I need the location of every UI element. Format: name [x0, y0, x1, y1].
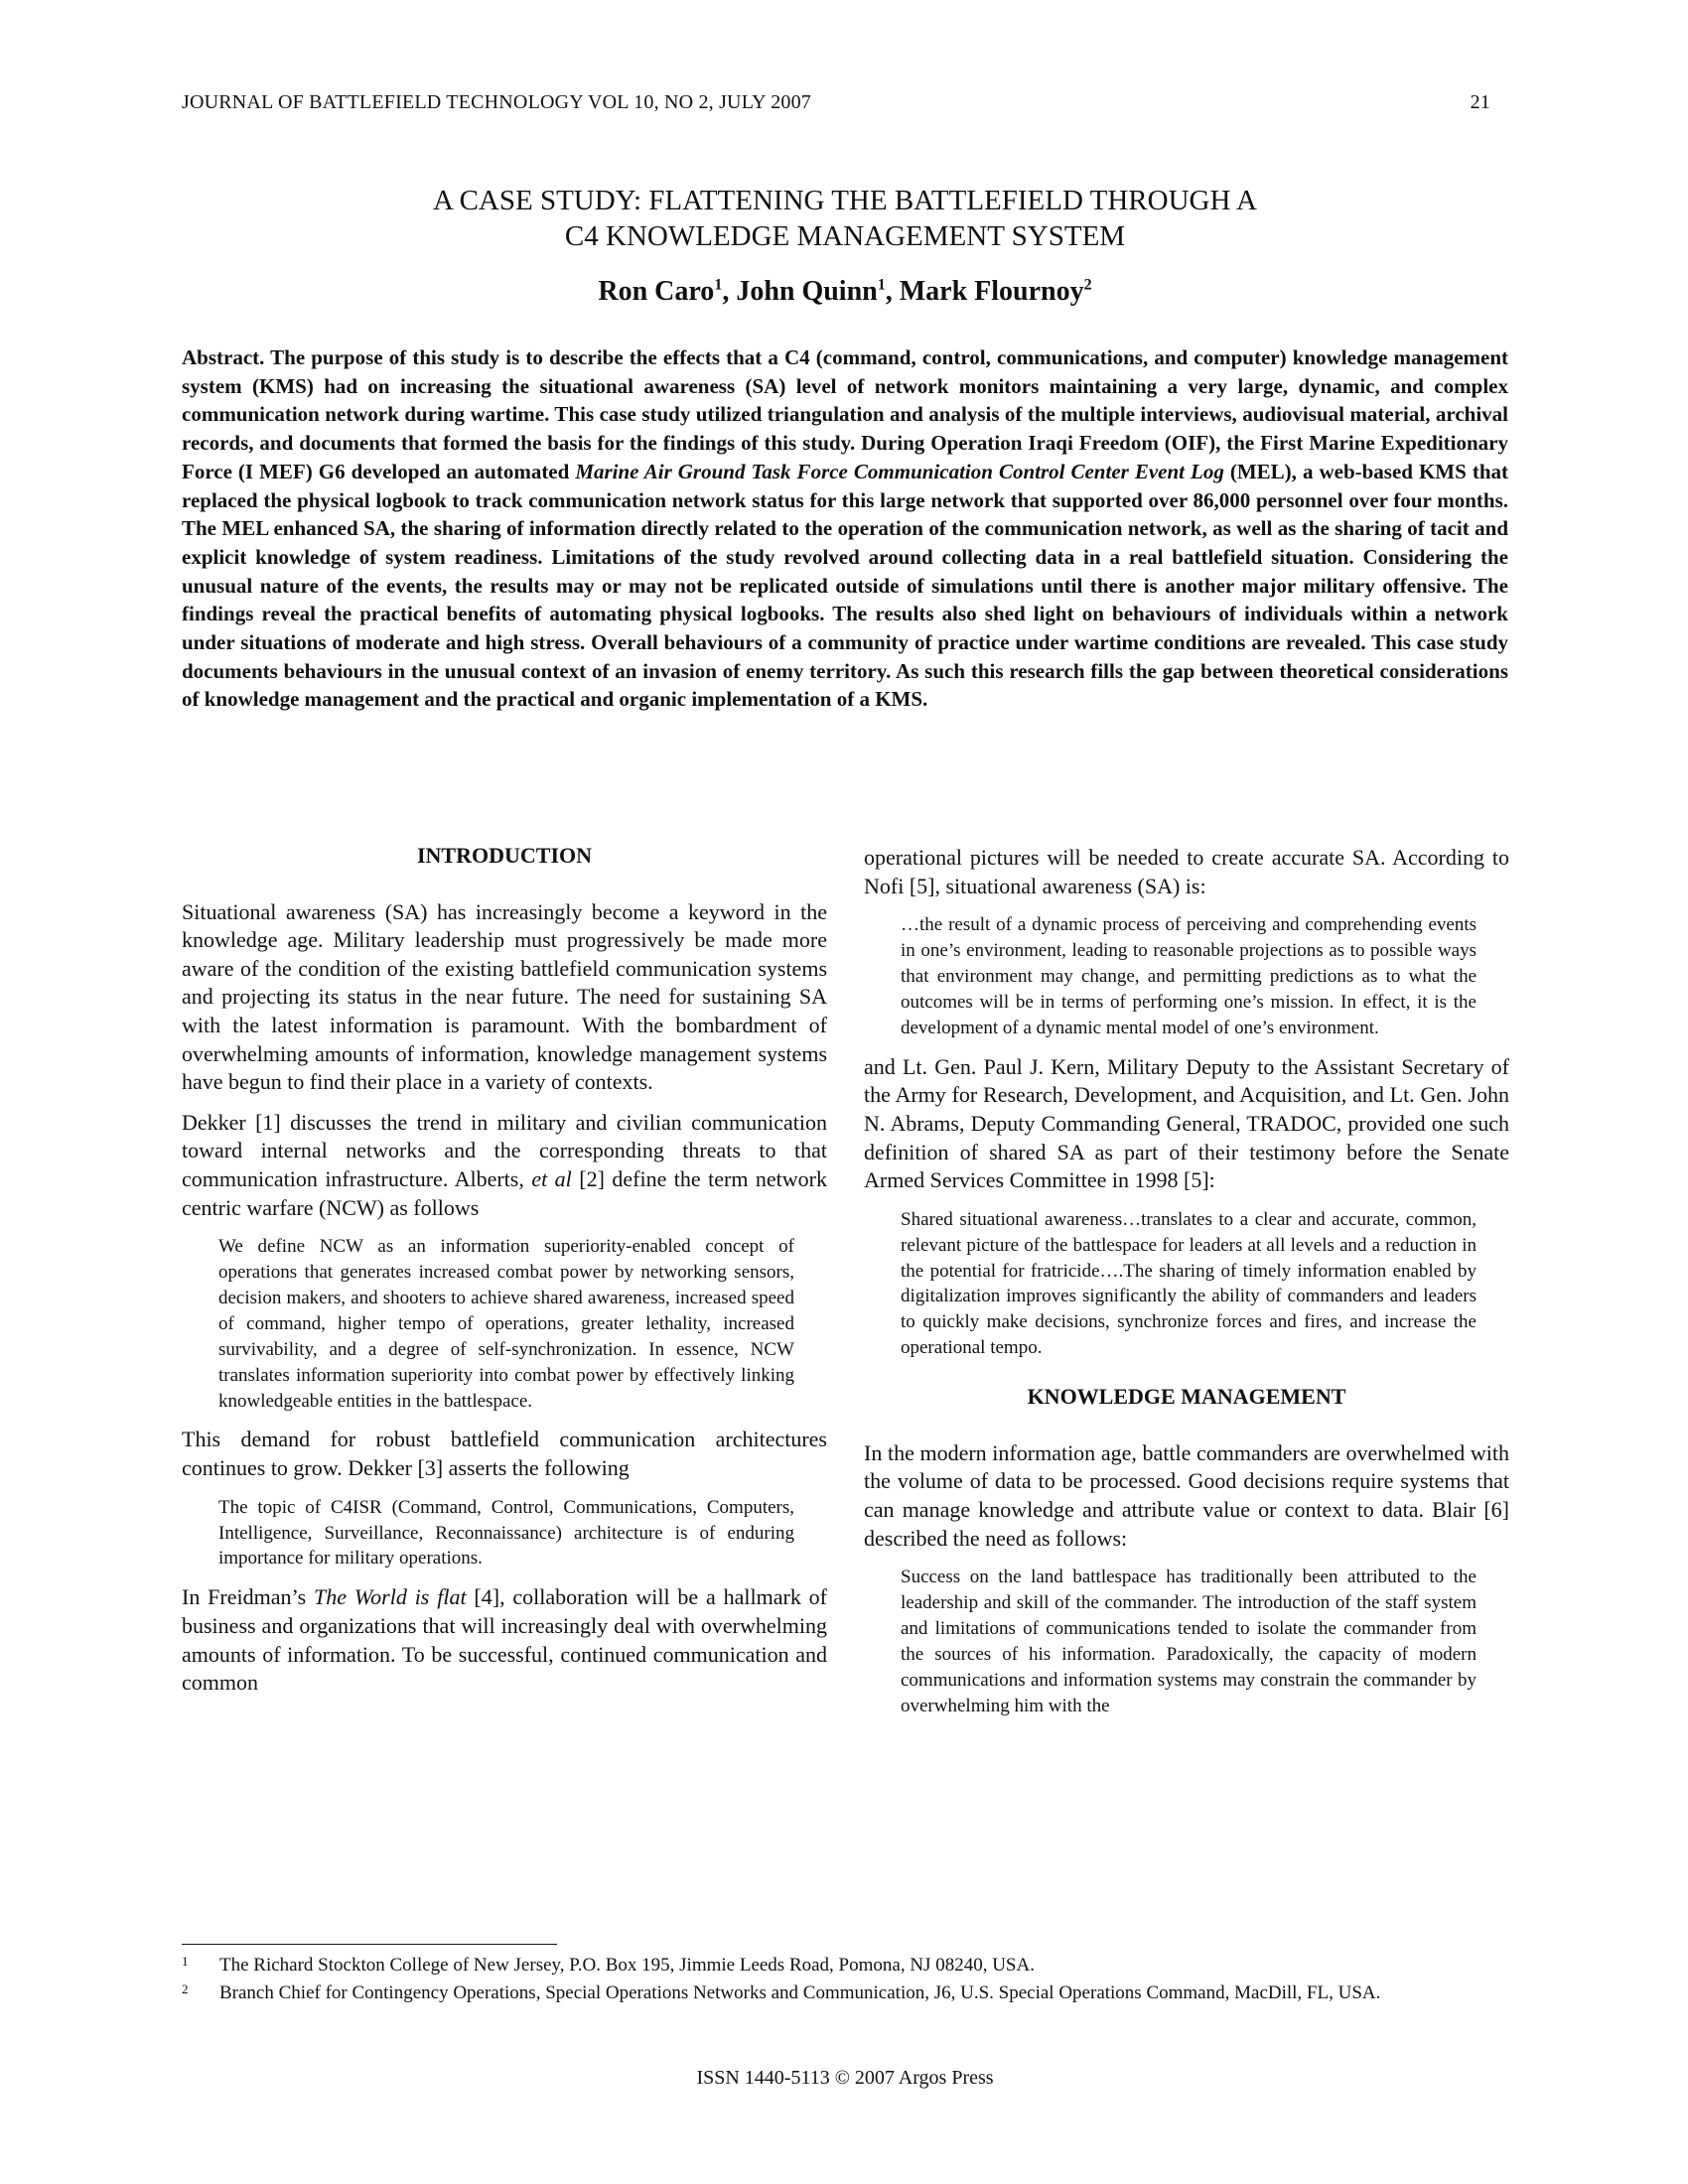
title-line-2: C4 KNOWLEDGE MANAGEMENT SYSTEM	[564, 220, 1126, 252]
left-column	[182, 842, 827, 1709]
footnote-text: The Richard Stockton College of New Jersey, P.O. Box 195, Jimmie Leeds Road, Pomona, NJ 08240, USA.	[219, 1955, 1035, 1976]
paragraph-text: In Freidman’s	[182, 1584, 315, 1610]
author-separator: ,	[885, 276, 900, 307]
abstract-text: Abstract. The purpose of this study is to describe the effects that a C4 (command, control, communications, and computer) knowledge management system (KMS) had on increasing the situational awareness (SA) level of network monitors maintaining a very large, dynamic, and complex communication network during wartime. This case study utilized triangulation and analysis of the multiple interviews, audiovisual material, archival records, and documents that formed the basis for the findings of this study. During Operation Iraqi Freedom (OIF), the First Marine Expeditionary Force (I MEF) G6 developed an automated	[182, 345, 1508, 483]
block-quote: We define NCW as an information superiority-enabled concept of operations that generates increased combat power by networking sensors, decision makers, and shooters to achieve shared awareness, increased speed of command, higher tempo of operations, greater lethality, increased survivability, and a degree of self-synchronization. In essence, NCW translates information superiority into combat power by effectively linking knowledgeable entities in the battlespace.	[218, 1236, 794, 1412]
author-affiliation-mark: 1	[877, 276, 886, 294]
paragraph-text: [4], collaboration will be a hallmark of business and organizations that will increasingly deal with overwhelming amounts of information. To be successful, continued communication and common	[182, 1584, 827, 1696]
block-quote: …the result of a dynamic process of perceiving and comprehending events in one’s environment, leading to reasonable projections as to possible ways that environment may change, and permitting predictions as to what the outcomes will be in terms of performing one’s mission. In effect, it is the development of a dynamic mental model of one’s environment.	[901, 914, 1477, 1038]
author-name: John Quinn	[736, 276, 878, 307]
paragraph: In the modern information age, battle commanders are overwhelmed with the volume of data to be processed. Good decisions require systems that can manage knowledge and attribute value or context to data. Blair [6] described the need as follows:	[864, 1439, 1509, 1551]
author-separator: ,	[722, 276, 737, 307]
section-heading-introduction: INTRODUCTION	[416, 843, 593, 868]
paragraph: operational pictures will be needed to create accurate SA. According to Nofi [5], situational awareness (SA) is:	[864, 845, 1509, 898]
footnotes	[182, 1954, 1482, 2008]
abstract-italic-term: Marine Air Ground Task Force Communication Control Center Event Log	[575, 459, 1224, 483]
block-quote: Shared situational awareness…translates to a clear and accurate, common, relevant picture of the battlespace for leaders at all levels and a reduction in the potential for fratricide….The sharing of timely information enabled by digitalization improves significantly the ability of commanders and leaders to quickly make decisions, synchronize forces and fires, and increase the operational tempo.	[901, 1208, 1477, 1359]
italic-text: et al	[531, 1165, 572, 1191]
journal-citation: JOURNAL OF BATTLEFIELD TECHNOLOGY VOL 10, NO 2, JULY 2007	[182, 91, 812, 113]
footnote	[182, 1954, 1482, 1979]
paragraph: This demand for robust battlefield communication architectures continues to grow. Dekker [3] asserts the following	[182, 1427, 827, 1481]
book-title: The World is flat	[314, 1584, 467, 1610]
paragraph-text: [2] define the term network centric warfare (NCW) as follows	[182, 1165, 828, 1220]
abstract-text: (MEL), a web-based KMS that replaced the physical logbook to track communication network status for this large network that supported over 86,000 personnel over four months. The MEL enhanced SA, the sharing of information directly related to the operation of the communication network, as well as the sharing of tacit and explicit knowledge of system readiness. Limitations of the study revolved around collecting data in a real battlefield situation. Considering the unusual nature of the events, the results may or may not be replicated outside of simulations until there is another major military offensive. The findings reveal the practical benefits of automating physical logbooks. The results also shed light on behaviours of individuals within a network under situations of moderate and high stress. Overall behaviours of a community of practice under wartime conditions are revealed. This case study documents behaviours in the unusual context of an invasion of enemy territory. As such this research fills the gap between theoretical considerations of knowledge management and the practical and organic implementation of a KMS.	[182, 459, 1508, 712]
abstract	[182, 343, 1508, 714]
block-quote: Success on the land battlespace has traditionally been attributed to the leadership and skill of the commander. The introduction of the staff system and limitations of communications tended to isolate the commander from the sources of his information. Paradoxically, the capacity of modern communications and information systems may constrain the commander by overwhelming him with the	[901, 1567, 1477, 1716]
paragraph	[182, 1109, 827, 1222]
paragraph-text: Dekker [1] discusses the trend in military and civilian communication toward internal networks and the corresponding threats to that communication infrastructure. Alberts,	[182, 1109, 827, 1191]
paragraph: and Lt. Gen. Paul J. Kern, Military Deputy to the Assistant Secretary of the Army for Research, Development, and Acquisition, and Lt. Gen. John N. Abrams, Deputy Commanding General, TRADOC, provided one such definition of shared SA as part of their testimony before the Senate Armed Services Committee in 1998 [5]:	[864, 1053, 1509, 1193]
paragraph	[182, 1583, 827, 1697]
running-header	[182, 91, 1490, 114]
paragraph: Situational awareness (SA) has increasingly become a keyword in the knowledge age. Military leadership must progressively be made more aware of the condition of the existing battlefield communication systems and projecting its status in the near future. The need for sustaining SA with the latest information is paramount. With the bombardment of overwhelming amounts of information, knowledge management systems have begun to find their place in a variety of contexts.	[182, 898, 827, 1095]
footnote-mark: 2	[182, 1980, 189, 1996]
title-line-1: A CASE STUDY: FLATTENING THE BATTLEFIELD THROUGH A	[432, 185, 1257, 216]
right-column	[864, 844, 1509, 1731]
page-footer: ISSN 1440-5113 © 2007 Argos Press	[696, 2067, 994, 2089]
author-name: Mark Flournoy	[899, 276, 1084, 307]
author-affiliation-mark: 1	[714, 276, 723, 294]
author-affiliation-mark: 2	[1083, 276, 1092, 294]
page-number: 21	[1470, 91, 1490, 113]
author-name: Ron Caro	[598, 276, 715, 307]
paper-title	[182, 183, 1508, 254]
footnote-divider	[182, 1944, 557, 1945]
block-quote: The topic of C4ISR (Command, Control, Communications, Computers, Intelligence, Surveillance, Reconnaissance) architecture is of enduring importance for military operations.	[218, 1496, 794, 1570]
section-heading-knowledge-management: KNOWLEDGE MANAGEMENT	[1027, 1384, 1346, 1410]
footnote-text: Branch Chief for Contingency Operations, Special Operations Networks and Communication, J6, U.S. Special Operations Command, MacDill, FL, USA.	[219, 1981, 1381, 2003]
author-list	[182, 276, 1508, 308]
footnote	[182, 1981, 1482, 2006]
footnote-mark: 1	[182, 1954, 189, 1969]
